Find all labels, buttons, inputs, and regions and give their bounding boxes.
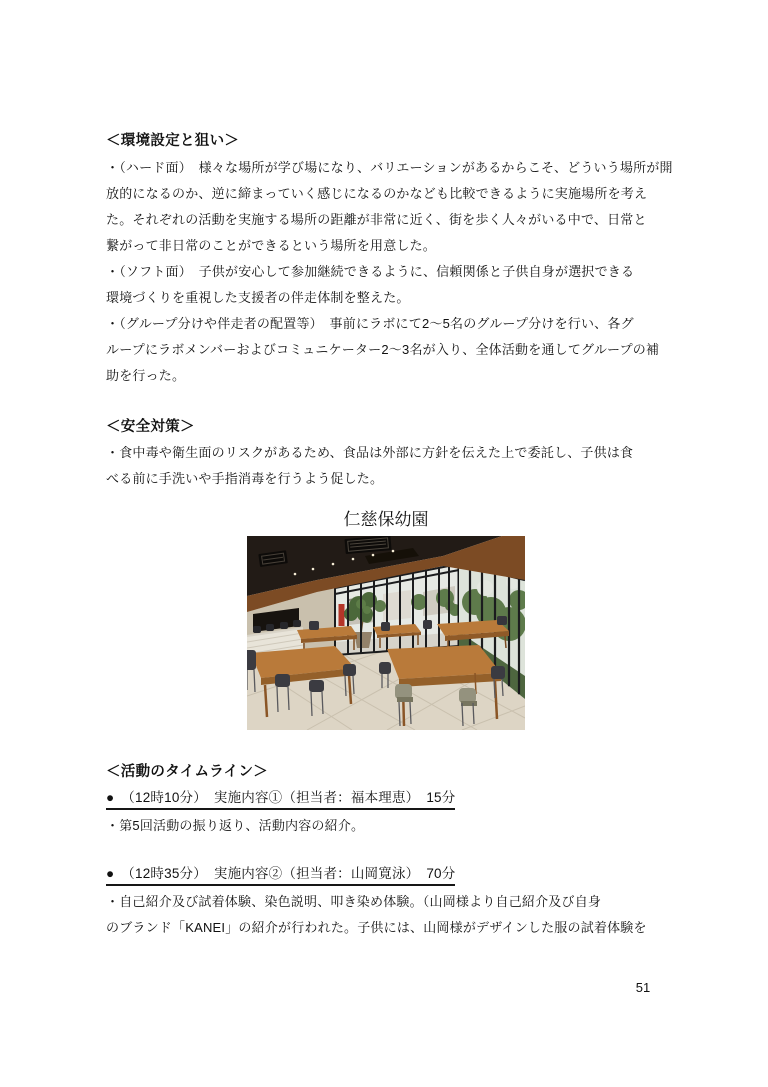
body-line: 助を行った。 <box>106 368 186 383</box>
body-line: 環境づくりを重視した支援者の伴走体制を整えた。 <box>106 290 410 305</box>
body-line: ・（ソフト面） 子供が安心して参加継続できるように、信頼関係と子供自身が選択できる <box>106 264 635 279</box>
section-heading-timeline: ＜活動のタイムライン＞ <box>106 764 269 780</box>
timeline-item-1-header-text: ● （12時10分） 実施内容①（担当者：福本理恵） 15分 <box>106 790 455 810</box>
body-line: た。それぞれの活動を実施する場所の距離が非常に近く、街を歩く人々がいる中で、日常と <box>106 212 647 227</box>
body-line: ・（グループ分けや伴走者の配置等） 事前にラボにて2～5名のグループ分けを行い、各グ <box>106 316 634 331</box>
body-line: べる前に手洗いや手指消毒を行うよう促した。 <box>106 471 384 486</box>
nursery-interior-photo <box>247 536 525 730</box>
nursery-photo-art <box>247 536 525 730</box>
timeline-item-2-header-text: ● （12時35分） 実施内容②（担当者：山岡寛泳） 70分 <box>106 866 455 886</box>
page-number: 51 <box>635 980 651 995</box>
plant-pot <box>354 632 372 648</box>
timeline-item-header <box>106 788 455 808</box>
timeline-item-header <box>106 864 455 884</box>
red-banner <box>339 604 345 626</box>
body-line: 繋がって非日常のことができるという場所を用意した。 <box>106 238 437 253</box>
section-heading-environment: ＜環境設定と狙い＞ <box>106 133 240 149</box>
body-line: ループにラボメンバーおよびコミュニケーター2～3名が入り、全体活動を通してグループの補 <box>106 342 660 357</box>
body-line: のブランド「KANEI」の紹介が行われた。子供には、山岡様がデザインした服の試着体験を <box>106 920 647 935</box>
body-line: ・（ハード面） 様々な場所が学び場になり、バリエーションがあるからこそ、どういう場所が開 <box>106 160 673 175</box>
photo-caption: 仁慈保幼園 <box>343 510 429 529</box>
body-line: ・食中毒や衛生面のリスクがあるため、食品は外部に方針を伝えた上で委託し、子供は食 <box>106 445 634 460</box>
section-heading-safety: ＜安全対策＞ <box>106 419 195 435</box>
body-line: ・第5回活動の振り返り、活動内容の紹介。 <box>106 818 365 833</box>
body-line: ・自己紹介及び試着体験、染色説明、叩き染め体験。（山岡様より自己紹介及び自身 <box>106 894 602 909</box>
body-line: 放的になるのか、逆に締まっていく感じになるのかなども比較できるように実施場所を考え <box>106 186 648 201</box>
